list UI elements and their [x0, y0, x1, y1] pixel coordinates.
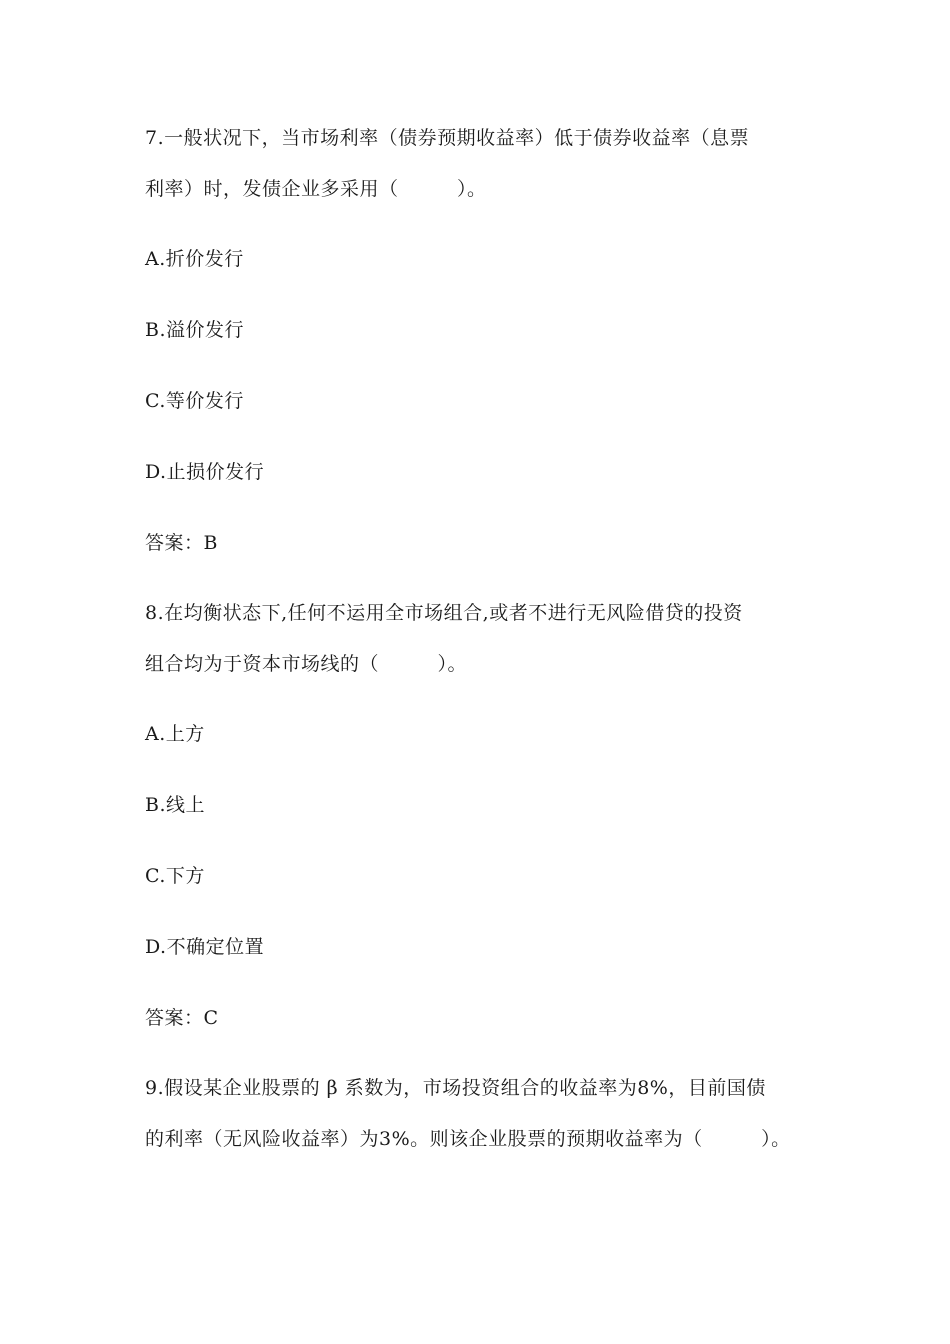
question-8-stem-line-1: 8.在均衡状态下,任何不运用全市场组合,或者不进行无风险借贷的投资 — [145, 602, 743, 624]
question-7-option-b: B.溢价发行 — [145, 319, 245, 341]
question-8-stem-line-2: 组合均为于资本市场线的（ ）。 — [145, 653, 468, 675]
question-8-option-b: B.线上 — [145, 794, 206, 816]
question-7-stem-line-2: 利率）时，发债企业多采用（ ）。 — [145, 178, 487, 200]
question-8-option-a: A.上方 — [145, 723, 205, 745]
question-8-option-d: D.不确定位置 — [145, 936, 265, 958]
question-7-option-a: A.折价发行 — [145, 248, 244, 270]
question-7-answer: 答案：B — [145, 532, 218, 554]
question-9-stem-line-1: 9.假设某企业股票的 β 系数为，市场投资组合的收益率为8%，目前国债 — [145, 1077, 766, 1099]
question-7-option-c: C.等价发行 — [145, 390, 244, 412]
question-9-stem-line-2: 的利率（无风险收益率）为3%。则该企业股票的预期收益率为（ ）。 — [145, 1128, 791, 1150]
question-7-stem-line-1: 7.一般状况下，当市场利率（债券预期收益率）低于债券收益率（息票 — [145, 127, 750, 149]
question-8-option-c: C.下方 — [145, 865, 205, 887]
question-8-answer: 答案：C — [145, 1007, 219, 1029]
question-7-option-d: D.止损价发行 — [145, 461, 265, 483]
